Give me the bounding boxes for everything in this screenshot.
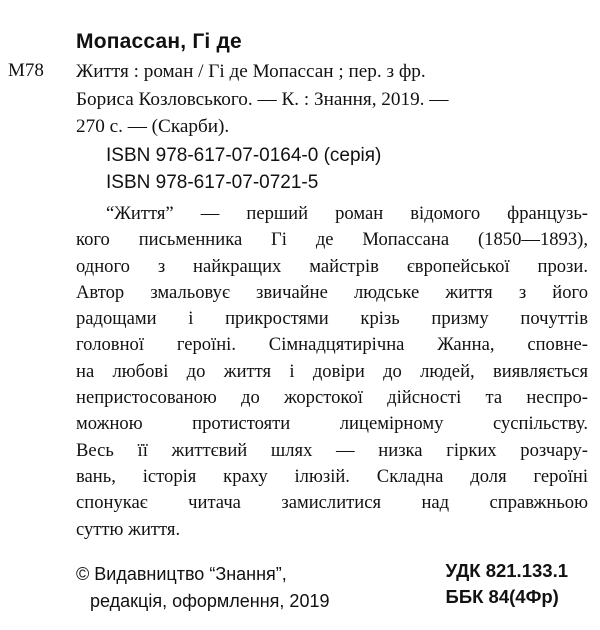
bibliographic-line: Бориса Козловського. — К. : Знання, 2019. — [76,88,449,110]
abstract-line: спонукає читача замислитися над справжньою [76,492,588,514]
copyright-notice [76,561,329,615]
abstract-line: непристосованою до жорстокої дійсності та неспро- [76,387,588,409]
abstract-line: радощами і прикростями крізь призму почуттів [76,308,588,330]
abstract [76,201,588,543]
bibliographic-description [76,58,588,141]
abstract-line: можною протистояти лицемірному суспільству. [76,413,588,435]
abstract-line: на любові до життя і довіри до людей, виявляється [76,360,588,382]
bibliographic-line: Життя : роман / Гі де Мопассан ; пер. з фр. [76,61,426,82]
udc-code: УДК 821.133.1 [445,560,568,581]
abstract-line: одного з найкращих майстрів європейської прози. [76,255,588,277]
abstract-line: головної героїні. Сімнадцятирічна Жанна, сповне- [76,334,588,356]
bibliographic-line: 270 с. — (Скарби). [76,116,230,138]
abstract-line: Весь її життєвий шлях — низка гірких розчару- [76,439,588,461]
abstract-line: суттю життя. [76,518,181,540]
isbn-series: ISBN 978-617-07-0164-0 (серія) [106,145,382,166]
author-code: М78 [8,60,44,81]
abstract-line: вань, історія краху ілюзій. Складна доля героїні [76,465,588,487]
copyright-line: © Видавництво “Знання”, [76,564,287,584]
author-heading: Мопассан, Гі де [76,30,242,53]
abstract-line: “Життя” — перший роман відомого французь- [106,203,588,224]
classification-codes [446,558,568,610]
abstract-line: Автор змальовує звичайне людське життя з його [76,281,588,303]
copyright-line: редакція, оформлення, 2019 [90,591,330,611]
isbn-block [106,142,381,196]
bbk-code: ББК 84(4Фр) [445,586,559,607]
abstract-line: кого письменника Гі де Мопассана (1850—1893), [76,229,588,251]
isbn-book: ISBN 978-617-07-0721-5 [106,172,319,193]
